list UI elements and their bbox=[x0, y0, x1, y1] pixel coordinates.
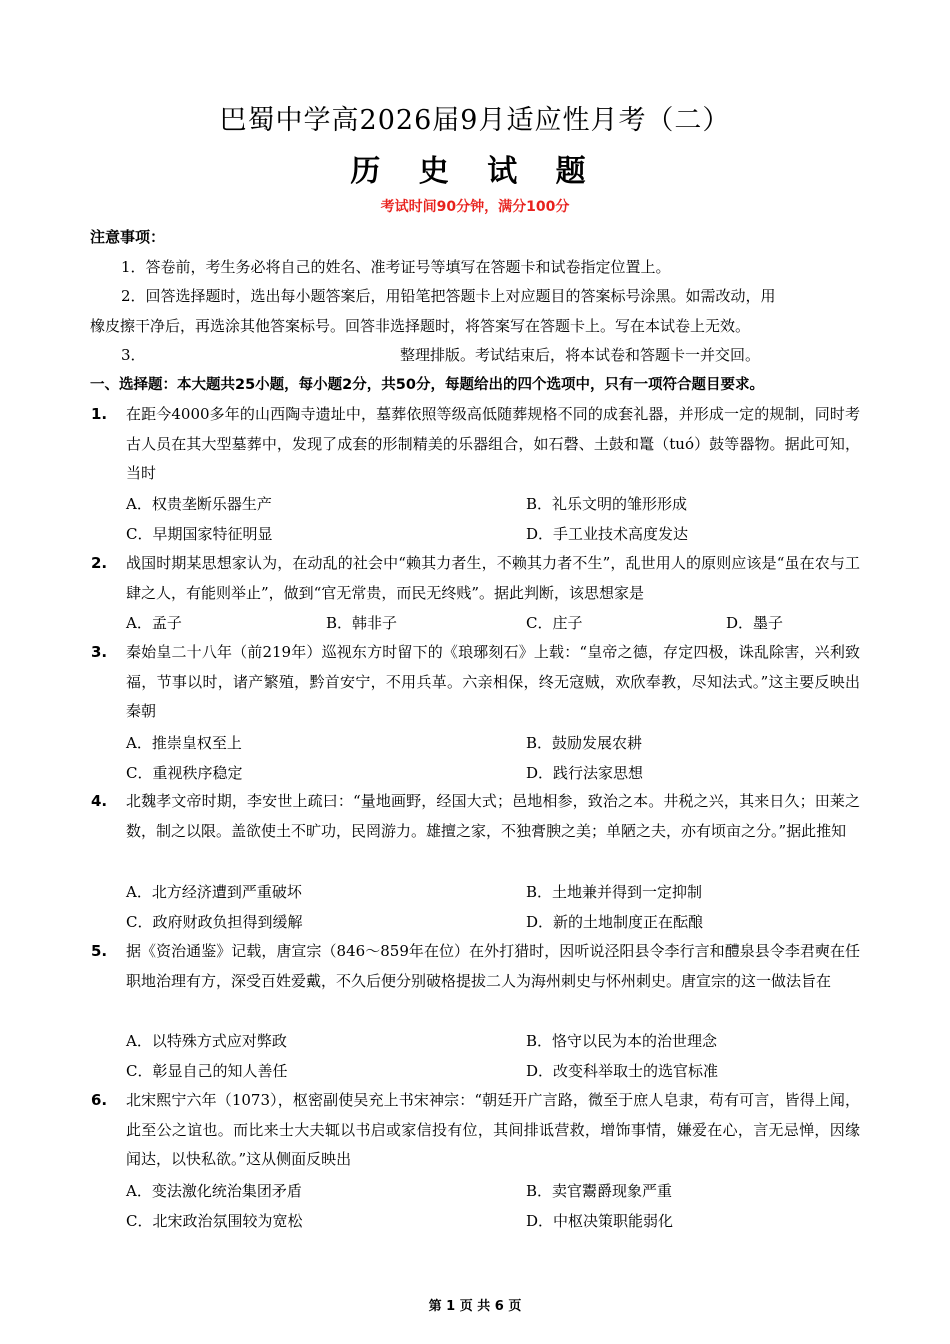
notice-heading: 注意事项： bbox=[90, 228, 166, 246]
page-footer: 第 1 页 共 6 页 bbox=[428, 1299, 522, 1314]
option-b[interactable]: B．鼓励发展农耕 bbox=[526, 734, 643, 752]
option-b[interactable]: B．恪守以民为本的治世理念 bbox=[526, 1032, 718, 1050]
option-c[interactable]: C．彰显自己的知人善任 bbox=[126, 1062, 288, 1080]
notice-item-3-text: 整理排版。考试结束后，将本试卷和答题卡一并交回。 bbox=[400, 346, 761, 364]
option-d[interactable]: D．手工业技术高度发达 bbox=[526, 525, 689, 543]
subject-title: 历 史 试 题 bbox=[350, 154, 600, 189]
notice-item-1: 1．答卷前，考生务必将自己的姓名、准考证号等填写在答题卡和试卷指定位置上。 bbox=[121, 258, 671, 276]
question-stem: 战国时期某思想家认为，在动乱的社会中“赖其力者生，不赖其力者不生”，乱世用人的原则应该是“虽在农与工肆之人，有能则举止”，做到“官无常贵，而民无终贱”。据此判断，该思想家是 bbox=[126, 554, 860, 602]
option-d[interactable]: D．践行法家思想 bbox=[526, 764, 644, 782]
option-a[interactable]: A．孟子 bbox=[126, 614, 182, 632]
question-stem: 秦始皇二十八年（前219年）巡视东方时留下的《琅琊刻石》上载：“皇帝之德，存定四极，诛乱除害，兴利致福，节事以时，诸产繁殖，黔首安宁，不用兵革。六亲相保，终无寇贼，欢欣奉教，尽知法式。”这主要反映出秦朝 bbox=[126, 643, 860, 720]
option-d[interactable]: D．中枢决策职能弱化 bbox=[526, 1212, 674, 1230]
option-d[interactable]: D．墨子 bbox=[726, 614, 784, 632]
section-1-heading: 一、选择题：本大题共25小题，每小题2分，共50分，每题给出的四个选项中，只有一项符合题目要求。 bbox=[90, 377, 764, 393]
option-b[interactable]: B．韩非子 bbox=[326, 614, 398, 632]
exam-time-note: 考试时间90分钟，满分100分 bbox=[380, 199, 570, 215]
option-a[interactable]: A．以特殊方式应对弊政 bbox=[126, 1032, 287, 1050]
option-c[interactable]: C．庄子 bbox=[526, 614, 583, 632]
notice-item-2-line-1: 2．回答选择题时，选出每小题答案后，用铅笔把答题卡上对应题目的答案标号涂黑。如需改动，用 bbox=[121, 287, 776, 305]
option-b[interactable]: B．礼乐文明的雏形形成 bbox=[526, 495, 688, 513]
option-b[interactable]: B．土地兼并得到一定抑制 bbox=[526, 883, 703, 901]
option-d[interactable]: D．改变科举取士的选官标准 bbox=[526, 1062, 719, 1080]
option-a[interactable]: A．权贵垄断乐器生产 bbox=[126, 495, 272, 513]
question-stem: 北魏孝文帝时期，李安世上疏曰：“量地画野，经国大式；邑地相参，致治之本。井税之兴，其来日久；田莱之数，制之以限。盖欲使土不旷功，民罔游力。雄擅之家，不独膏腴之美；单陋之夫，亦有顷亩之分。”据此推知 bbox=[126, 792, 860, 840]
option-a[interactable]: A．北方经济遭到严重破坏 bbox=[126, 883, 302, 901]
option-c[interactable]: C．北宋政治氛围较为宽松 bbox=[126, 1212, 303, 1230]
question-stem: 北宋熙宁六年（1073），枢密副使吴充上书宋神宗：“朝廷开广言路，微至于庶人皂隶，苟有可言，皆得上闻，此至公之谊也。而比来士大夫辄以书启或家信投有位，其间排诋营救，增饰事情，嫌爱在心，言无忌惮，因缘闻达，以快私欲。”这从侧面反映出 bbox=[126, 1091, 860, 1168]
option-d[interactable]: D．新的土地制度正在酝酿 bbox=[526, 913, 704, 931]
question-number: 3. bbox=[91, 643, 108, 661]
question-stem: 在距今4000多年的山西陶寺遗址中，墓葬依照等级高低随葬规格不同的成套礼器，并形成一定的规制，同时考古人员在其大型墓葬中，发现了成套的形制精美的乐器组合，如石磬、土鼓和鼍（tuó）鼓等器物。据此可知，当时 bbox=[126, 405, 860, 482]
option-b[interactable]: B．卖官鬻爵现象严重 bbox=[526, 1182, 673, 1200]
question-number: 1. bbox=[91, 405, 108, 423]
notice-item-2-line-2: 橡皮擦干净后，再选涂其他答案标号。回答非选择题时，将答案写在答题卡上。写在本试卷上无效。 bbox=[90, 317, 751, 335]
question-number: 2. bbox=[91, 554, 108, 572]
exam-title: 巴蜀中学高2026届9月适应性月考（二） bbox=[219, 105, 731, 136]
notice-item-3-number: 3． bbox=[121, 346, 146, 364]
question-number: 6. bbox=[91, 1091, 108, 1109]
option-c[interactable]: C．政府财政负担得到缓解 bbox=[126, 913, 303, 931]
question-number: 4. bbox=[91, 792, 108, 810]
option-a[interactable]: A．变法激化统治集团矛盾 bbox=[126, 1182, 302, 1200]
option-a[interactable]: A．推崇皇权至上 bbox=[126, 734, 242, 752]
question-number: 5. bbox=[91, 942, 108, 960]
option-c[interactable]: C．重视秩序稳定 bbox=[126, 764, 243, 782]
option-c[interactable]: C．早期国家特征明显 bbox=[126, 525, 273, 543]
question-stem: 据《资治通鉴》记载，唐宣宗（846～859年在位）在外打猎时，因听说泾阳县令李行言和醴泉县令李君奭在任职地治理有方，深受百姓爱戴，不久后便分别破格提拔二人为海州刺史与怀州刺史。唐宣宗的这一做法旨在 bbox=[126, 942, 860, 990]
